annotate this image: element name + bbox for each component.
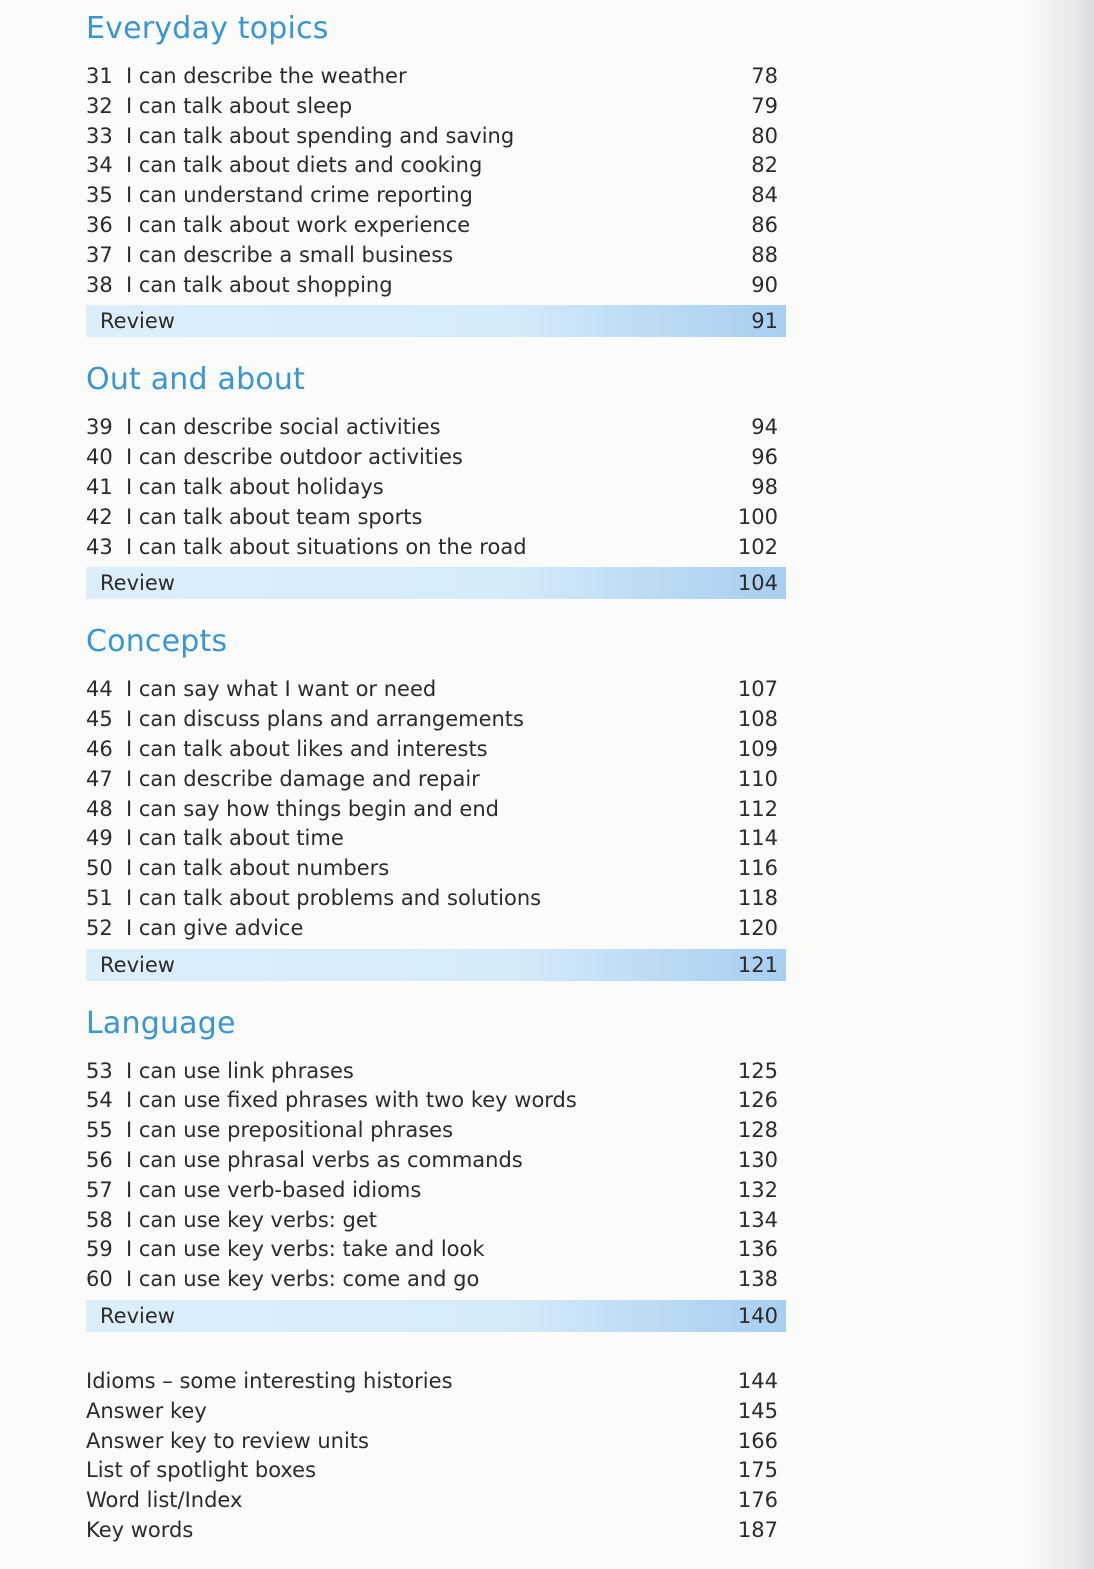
page-number: 132 [737, 1177, 778, 1202]
toc-entry[interactable] [86, 705, 786, 735]
back-matter-entry[interactable] [86, 1367, 786, 1397]
page-number: 144 [737, 1368, 778, 1393]
entry-title: Idioms – some interesting histories [86, 1368, 453, 1393]
unit-title: I can talk about likes and interests [126, 736, 488, 761]
unit-number: 38 [86, 272, 113, 297]
back-matter-entry[interactable] [86, 1427, 786, 1457]
unit-number: 41 [86, 474, 113, 499]
unit-title: I can talk about work experience [126, 212, 471, 237]
page-number: 109 [737, 736, 778, 761]
unit-number: 32 [86, 93, 113, 118]
page-number: 126 [737, 1088, 778, 1113]
unit-title: I can use fixed phrases with two key words [126, 1088, 577, 1113]
toc-entry[interactable] [86, 1146, 786, 1176]
review-label: Review [100, 1303, 175, 1328]
toc-entry[interactable] [86, 181, 786, 211]
page-number: 79 [751, 93, 778, 118]
unit-title: I can describe social activities [126, 415, 441, 440]
page-number: 128 [737, 1118, 778, 1143]
unit-number: 49 [86, 826, 113, 851]
toc-entry[interactable] [86, 211, 786, 241]
unit-title: I can describe a small business [126, 242, 454, 267]
page-number: 176 [737, 1488, 778, 1513]
toc-entry[interactable] [86, 824, 786, 854]
toc-entry[interactable] [86, 795, 786, 825]
section-language [86, 1001, 786, 1332]
unit-number: 34 [86, 153, 113, 178]
unit-number: 54 [86, 1088, 113, 1113]
page-number: 145 [737, 1398, 778, 1423]
toc-entry[interactable] [86, 533, 786, 563]
unit-title: I can use phrasal verbs as commands [126, 1147, 523, 1172]
unit-number: 58 [86, 1207, 113, 1232]
toc-entry[interactable] [86, 473, 786, 503]
unit-title: I can talk about team sports [126, 504, 423, 529]
back-matter-entry[interactable] [86, 1397, 786, 1427]
section-heading: Everyday topics [86, 11, 329, 46]
page-number: 88 [751, 242, 778, 267]
unit-number: 36 [86, 212, 113, 237]
unit-number: 37 [86, 242, 113, 267]
table-of-contents [86, 6, 786, 1546]
page-number: 90 [751, 272, 778, 297]
unit-number: 52 [86, 915, 113, 940]
page-number: 102 [737, 534, 778, 559]
unit-title: I can talk about problems and solutions [126, 885, 542, 910]
review-bar[interactable] [86, 1300, 786, 1332]
toc-list [86, 413, 786, 562]
unit-number: 46 [86, 736, 113, 761]
unit-number: 57 [86, 1177, 113, 1202]
toc-entry[interactable] [86, 1176, 786, 1206]
unit-title: I can use key verbs: get [126, 1207, 378, 1232]
page-number: 118 [737, 885, 778, 910]
back-matter-entry[interactable] [86, 1516, 786, 1546]
unit-title: I can talk about holidays [126, 474, 384, 499]
unit-number: 48 [86, 796, 113, 821]
review-label: Review [100, 571, 175, 596]
unit-title: I can say how things begin and end [126, 796, 499, 821]
page-number: 112 [737, 796, 778, 821]
unit-title: I can discuss plans and arrangements [126, 707, 524, 732]
page-number: 91 [751, 309, 778, 334]
page-number: 166 [737, 1428, 778, 1453]
toc-entry[interactable] [86, 443, 786, 473]
page-number: 136 [737, 1237, 778, 1262]
toc-entry[interactable] [86, 92, 786, 122]
page-number: 94 [751, 415, 778, 440]
toc-entry[interactable] [86, 1086, 786, 1116]
page-number: 80 [751, 123, 778, 148]
toc-entry[interactable] [86, 413, 786, 443]
toc-entry[interactable] [86, 1116, 786, 1146]
unit-number: 44 [86, 677, 113, 702]
page-number: 175 [737, 1458, 778, 1483]
toc-entry[interactable] [86, 241, 786, 271]
page-number: 100 [737, 504, 778, 529]
unit-number: 51 [86, 885, 113, 910]
toc-entry[interactable] [86, 151, 786, 181]
unit-number: 59 [86, 1237, 113, 1262]
review-bar[interactable] [86, 305, 786, 337]
unit-title: I can describe outdoor activities [126, 445, 463, 470]
toc-list [86, 62, 786, 300]
section-heading: Concepts [86, 624, 228, 660]
unit-title: I can say what I want or need [126, 677, 437, 702]
unit-number: 39 [86, 415, 113, 440]
entry-title: Key words [86, 1517, 194, 1542]
page-number: 78 [751, 64, 778, 88]
unit-title: I can talk about diets and cooking [126, 153, 483, 178]
page-number: 140 [737, 1303, 778, 1328]
unit-title: I can use verb-based idioms [126, 1177, 422, 1202]
toc-entry[interactable] [86, 914, 786, 944]
unit-title: I can understand crime reporting [126, 183, 473, 208]
back-matter-entry[interactable] [86, 1456, 786, 1486]
entry-title: Word list/Index [86, 1488, 243, 1513]
page-number: 134 [737, 1207, 778, 1232]
page-number: 125 [737, 1058, 778, 1083]
unit-number: 50 [86, 856, 113, 881]
review-label: Review [100, 309, 175, 334]
toc-entry[interactable] [86, 122, 786, 152]
unit-number: 45 [86, 707, 113, 732]
unit-title: I can use key verbs: come and go [126, 1267, 480, 1292]
unit-number: 40 [86, 445, 113, 470]
page-number: 114 [737, 826, 778, 851]
review-bar[interactable] [86, 567, 786, 599]
toc-list [86, 1057, 786, 1295]
unit-title: I can talk about time [126, 826, 344, 851]
unit-number: 31 [86, 64, 113, 88]
unit-number: 53 [86, 1058, 113, 1083]
unit-title: I can give advice [126, 915, 304, 940]
unit-title: I can use link phrases [126, 1058, 354, 1083]
page-number: 108 [737, 707, 778, 732]
page-number: 104 [737, 571, 778, 596]
unit-number: 55 [86, 1118, 113, 1143]
page-number: 84 [751, 183, 778, 208]
toc-entry[interactable] [86, 1057, 786, 1087]
unit-number: 56 [86, 1147, 113, 1172]
unit-number: 43 [86, 534, 113, 559]
entry-title: Answer key to review units [86, 1428, 369, 1453]
unit-title: I can talk about spending and saving [126, 123, 515, 148]
toc-entry[interactable] [86, 1206, 786, 1236]
toc-entry[interactable] [86, 884, 786, 914]
section-heading: Out and about [86, 362, 306, 398]
section-out-and-about [86, 357, 786, 599]
page-number: 96 [751, 445, 778, 470]
back-matter-entry[interactable] [86, 1486, 786, 1516]
unit-title: I can talk about sleep [126, 93, 353, 118]
entry-title: List of spotlight boxes [86, 1458, 317, 1483]
unit-title: I can talk about shopping [126, 272, 393, 297]
unit-number: 47 [86, 766, 113, 791]
toc-entry[interactable] [86, 503, 786, 533]
unit-number: 42 [86, 504, 113, 529]
unit-title: I can use prepositional phrases [126, 1118, 454, 1143]
page-number: 187 [737, 1517, 778, 1542]
unit-number: 33 [86, 123, 113, 148]
page-number: 121 [737, 952, 778, 977]
unit-number: 60 [86, 1267, 113, 1292]
page-number: 86 [751, 212, 778, 237]
back-matter-list [86, 1367, 786, 1546]
toc-entry[interactable] [86, 675, 786, 705]
toc-entry[interactable] [86, 765, 786, 795]
page-number: 120 [737, 915, 778, 940]
page-number: 98 [751, 474, 778, 499]
unit-title: I can talk about situations on the road [126, 534, 527, 559]
unit-number: 35 [86, 183, 113, 208]
unit-title: I can use key verbs: take and look [126, 1237, 485, 1262]
toc-entry[interactable] [86, 271, 786, 301]
section-heading: Language [86, 1005, 236, 1041]
entry-title: Answer key [86, 1398, 207, 1423]
page-number: 130 [737, 1147, 778, 1172]
toc-list [86, 675, 786, 943]
toc-entry[interactable] [86, 1235, 786, 1265]
section-everyday-topics [86, 6, 786, 337]
page-number: 116 [737, 856, 778, 881]
toc-entry[interactable] [86, 1265, 786, 1295]
toc-entry[interactable] [86, 735, 786, 765]
review-label: Review [100, 952, 175, 977]
page-edge-shadow [1024, 0, 1094, 1569]
toc-entry[interactable] [86, 62, 786, 92]
unit-title: I can describe the weather [126, 64, 407, 88]
toc-entry[interactable] [86, 854, 786, 884]
page-number: 107 [737, 677, 778, 702]
unit-title: I can talk about numbers [126, 856, 390, 881]
review-bar[interactable] [86, 949, 786, 981]
unit-title: I can describe damage and repair [126, 766, 480, 791]
page-number: 138 [737, 1267, 778, 1292]
section-concepts [86, 619, 786, 980]
page-number: 82 [751, 153, 778, 178]
page-number: 110 [737, 766, 778, 791]
